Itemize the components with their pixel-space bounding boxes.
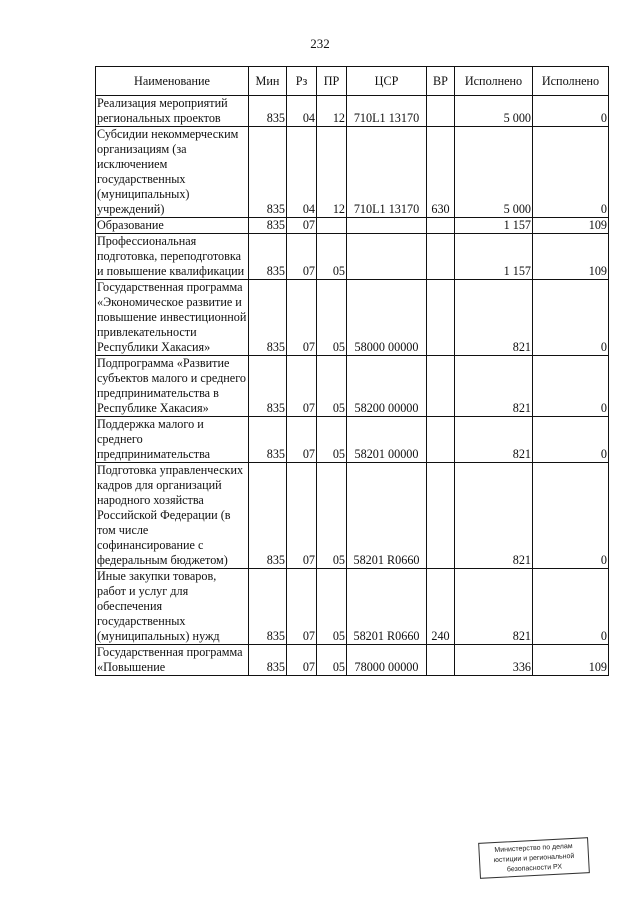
table-row — [96, 645, 609, 676]
cell-min: 835 — [249, 96, 287, 127]
table-row — [96, 127, 609, 218]
cell-csr — [347, 218, 427, 234]
header-csr: ЦСР — [347, 67, 427, 96]
cell-executed-2: 0 — [533, 356, 609, 417]
cell-executed-1: 821 — [455, 356, 533, 417]
cell-name: Субсидии некоммерческим организациям (за исключением государственных (муниципальных) учреждений) — [96, 127, 249, 218]
cell-name: Профессиональная подготовка, переподготовка и повышение квалификации — [96, 234, 249, 280]
cell-rz: 07 — [287, 356, 317, 417]
cell-executed-1: 821 — [455, 463, 533, 569]
budget-table — [95, 66, 609, 676]
cell-executed-2: 0 — [533, 96, 609, 127]
page-number: 232 — [310, 36, 330, 51]
cell-pr: 05 — [317, 356, 347, 417]
cell-name: Иные закупки товаров, работ и услуг для обеспечения государственных (муниципальных) нужд — [96, 569, 249, 645]
cell-csr: 78000 00000 — [347, 645, 427, 676]
table-row — [96, 356, 609, 417]
cell-executed-1: 821 — [455, 569, 533, 645]
cell-rz: 07 — [287, 463, 317, 569]
cell-min: 835 — [249, 280, 287, 356]
cell-name: Образование — [96, 218, 249, 234]
cell-pr: 05 — [317, 280, 347, 356]
table-header-row — [96, 67, 609, 96]
cell-executed-2: 0 — [533, 463, 609, 569]
cell-min: 835 — [249, 569, 287, 645]
cell-vr — [427, 234, 455, 280]
table-row — [96, 463, 609, 569]
cell-executed-2: 109 — [533, 218, 609, 234]
cell-min: 835 — [249, 463, 287, 569]
table-row — [96, 569, 609, 645]
cell-min: 835 — [249, 417, 287, 463]
cell-min: 835 — [249, 645, 287, 676]
cell-vr: 630 — [427, 127, 455, 218]
cell-pr: 05 — [317, 417, 347, 463]
table-row — [96, 417, 609, 463]
table-row — [96, 234, 609, 280]
cell-executed-1: 5 000 — [455, 127, 533, 218]
cell-executed-2: 0 — [533, 417, 609, 463]
cell-csr — [347, 234, 427, 280]
cell-rz: 04 — [287, 96, 317, 127]
cell-executed-2: 109 — [533, 645, 609, 676]
cell-vr — [427, 463, 455, 569]
cell-executed-2: 0 — [533, 280, 609, 356]
cell-executed-1: 336 — [455, 645, 533, 676]
cell-csr: 58200 00000 — [347, 356, 427, 417]
table-body — [96, 96, 609, 676]
cell-min: 835 — [249, 127, 287, 218]
cell-csr: 710L1 13170 — [347, 127, 427, 218]
cell-min: 835 — [249, 234, 287, 280]
header-min: Мин — [249, 67, 287, 96]
cell-pr: 05 — [317, 645, 347, 676]
cell-pr: 05 — [317, 463, 347, 569]
cell-name: Поддержка малого и среднего предпринимательства — [96, 417, 249, 463]
cell-rz: 07 — [287, 417, 317, 463]
cell-rz: 07 — [287, 280, 317, 356]
cell-vr — [427, 356, 455, 417]
header-executed-2: Исполнено — [533, 67, 609, 96]
cell-executed-1: 5 000 — [455, 96, 533, 127]
cell-vr: 240 — [427, 569, 455, 645]
cell-csr: 58201 R0660 — [347, 569, 427, 645]
cell-rz: 07 — [287, 218, 317, 234]
cell-rz: 07 — [287, 645, 317, 676]
cell-rz: 07 — [287, 569, 317, 645]
cell-vr — [427, 417, 455, 463]
cell-csr: 58000 00000 — [347, 280, 427, 356]
table-row — [96, 280, 609, 356]
table-row — [96, 218, 609, 234]
cell-name: Подпрограмма «Развитие субъектов малого и среднего предпринимательства в Республике Хакасия» — [96, 356, 249, 417]
cell-pr — [317, 218, 347, 234]
header-vr: ВР — [427, 67, 455, 96]
header-executed-1: Исполнено — [455, 67, 533, 96]
cell-executed-1: 821 — [455, 417, 533, 463]
table-row — [96, 96, 609, 127]
cell-vr — [427, 96, 455, 127]
stamp-line: юстиции и региональной — [493, 852, 575, 865]
stamp-line: безопасности РХ — [506, 863, 563, 874]
cell-rz: 04 — [287, 127, 317, 218]
cell-csr: 710L1 13170 — [347, 96, 427, 127]
cell-name: Реализация мероприятий региональных проектов — [96, 96, 249, 127]
cell-executed-1: 1 157 — [455, 234, 533, 280]
cell-pr: 05 — [317, 234, 347, 280]
cell-executed-2: 0 — [533, 127, 609, 218]
stamp-line: Министерство по делам — [494, 842, 573, 855]
cell-executed-2: 109 — [533, 234, 609, 280]
header-name: Наименование — [96, 67, 249, 96]
cell-pr: 12 — [317, 127, 347, 218]
cell-csr: 58201 00000 — [347, 417, 427, 463]
cell-executed-2: 0 — [533, 569, 609, 645]
cell-name: Подготовка управленческих кадров для организаций народного хозяйства Российской Федерации (в том числе софинансирование с федеральным бюджетом) — [96, 463, 249, 569]
cell-pr: 12 — [317, 96, 347, 127]
cell-name: Государственная программа «Экономическое развитие и повышение инвестиционной привлекательности Республики Хакасия» — [96, 280, 249, 356]
cell-min: 835 — [249, 356, 287, 417]
cell-vr — [427, 218, 455, 234]
cell-pr: 05 — [317, 569, 347, 645]
cell-csr: 58201 R0660 — [347, 463, 427, 569]
cell-name: Государственная программа «Повышение — [96, 645, 249, 676]
header-rz: Рз — [287, 67, 317, 96]
cell-rz: 07 — [287, 234, 317, 280]
header-pr: ПР — [317, 67, 347, 96]
ministry-stamp — [478, 837, 590, 879]
cell-executed-1: 1 157 — [455, 218, 533, 234]
cell-vr — [427, 280, 455, 356]
cell-vr — [427, 645, 455, 676]
cell-min: 835 — [249, 218, 287, 234]
cell-executed-1: 821 — [455, 280, 533, 356]
